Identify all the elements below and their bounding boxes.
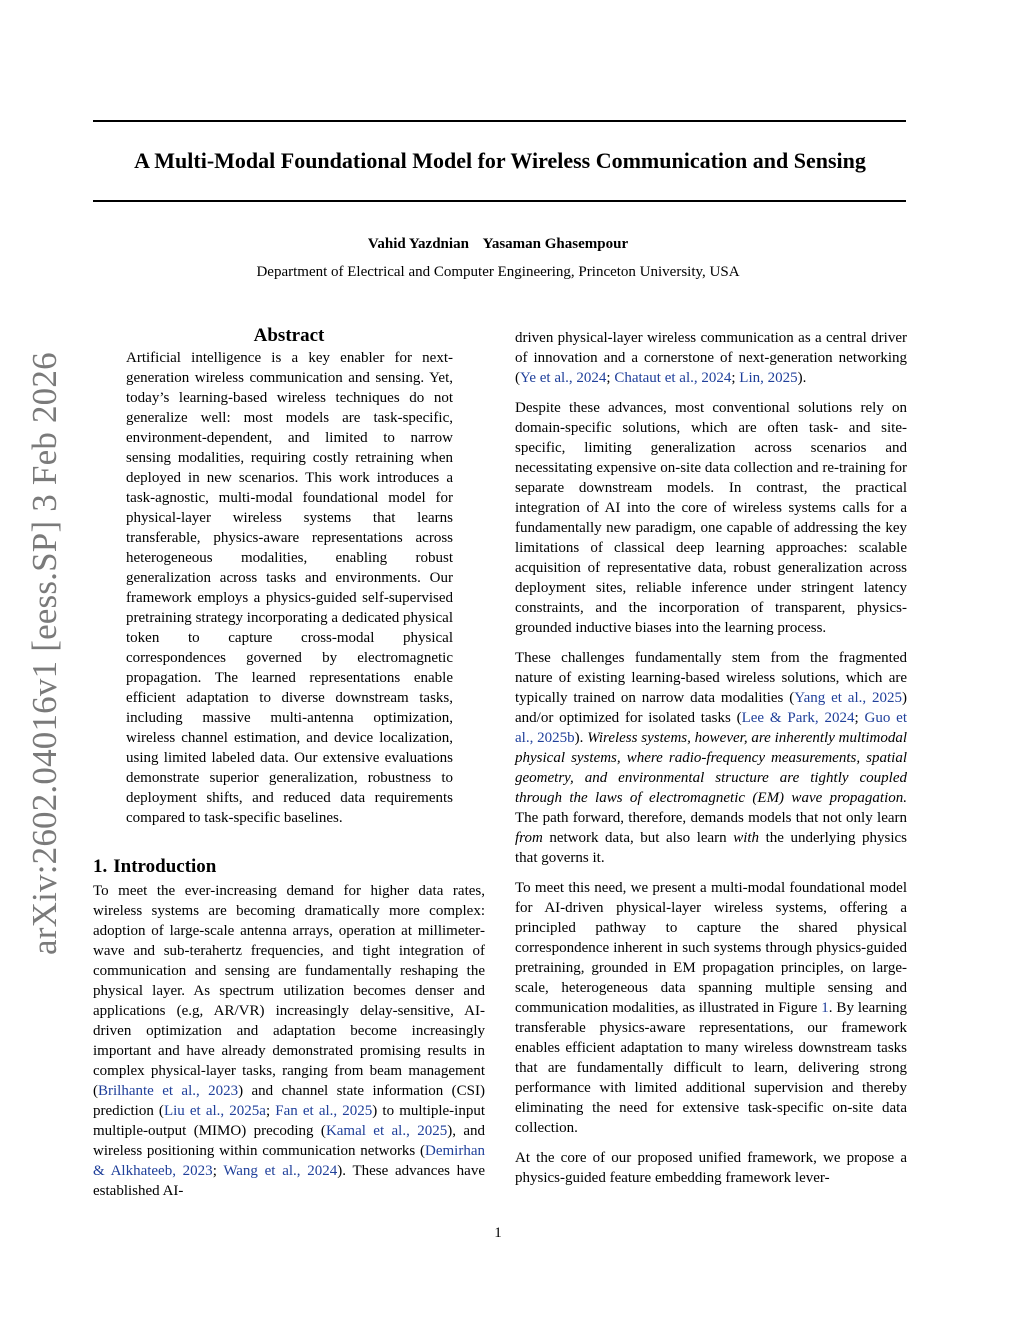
citation-link[interactable]: Fan et al., 2025 [275, 1103, 373, 1119]
citation-link[interactable]: Liu et al., 2025a [163, 1103, 266, 1119]
citation-link[interactable]: Ye et al., 2024 [520, 370, 607, 386]
author-list [0, 234, 996, 254]
citation-link[interactable]: Demirhan & Alkhateeb, 2023 [93, 1143, 485, 1179]
body-paragraph: Despite these advances, most conventional solutions rely on domain-specific solutions, which are often task- and site-specific, limiting generalization across scenarios and necessitating expensive on-site data collection and re-training for separate downstream models. In contrast, the practical integration of AI into the core of wireless systems calls for a fundamentally new paradigm, one capable of addressing the key limitations of classical deep learning approaches: scalable acquisition of representative data, robust generalization across deployment sites, reliable inference under stringent latency constraints, and the incorporation of transparent, physics-grounded inductive biases into the learning process. [515, 400, 907, 636]
citation-link[interactable]: Kamal et al., 2025 [325, 1123, 448, 1139]
abstract-heading: Abstract [253, 325, 325, 346]
page-number: 1 [494, 1225, 502, 1241]
top-rule [93, 120, 906, 122]
abstract-text: Artificial intelligence is a key enabler for next-generation wireless communication and sensing. Yet, today’s learning-based wireless techniques do not generalize well: most models are task-specific, environment-dependent, and limited to narrow sensing modalities, requiring costly retraining when deployed in new scenarios. This work introduces a task-agnostic, multi-modal foundational model for physical-layer wireless systems that learns transferable, physics-aware representations across heterogeneous modalities, enabling robust generalization across tasks and environments. Our framework employs a physics-guided self-supervised pretraining strategy incorporating a dedicated physical token to capture cross-modal physical correspondences governed by electromagnetic propagation. The learned representations enable efficient adaptation to diverse downstream tasks, including massive multi-antenna optimization, wireless channel estimation, and device localization, using limited labeled data. Our extensive evaluations demonstrate superior generalization, robustness to deployment shifts, and reduced data requirements compared to task-specific baselines. [126, 350, 453, 826]
section-title: Introduction [113, 856, 217, 877]
citation-link[interactable]: Chataut et al., 2024 [614, 370, 732, 386]
citation-link[interactable]: Brilhante et al., 2023 [98, 1083, 239, 1099]
body-paragraph: driven physical-layer wireless communication as a central driver of innovation and a cornerstone of next-generation networking (Ye et al., 2024; Chataut et al., 2024; Lin, 2025). [515, 330, 907, 386]
citation-link[interactable]: Wang et al., 2024 [223, 1163, 338, 1179]
citation-link[interactable]: Lin, 2025 [739, 370, 798, 386]
author-name: Yasaman Ghasempour [482, 236, 629, 252]
title-bottom-rule [93, 200, 906, 202]
arxiv-identifier: arXiv:2602.04016v1 [eess.SP] 3 Feb 2026 [25, 352, 64, 955]
paper-title: A Multi-Modal Foundational Model for Wireless Communication and Sensing [134, 148, 866, 173]
body-paragraph: To meet this need, we present a multi-modal foundational model for AI-driven physical-layer wireless systems, offering a principled pathway to capture the shared physical correspondence inherent in such systems through physics-guided pretraining, grounded in EM propagation principles, on large-scale, heterogeneous data spanning multiple sensing and communication modalities, as illustrated in Figure 1. By learning transferable physics-aware representations, our framework enables efficient adaptation to many wireless downstream tasks that are fundamentally difficult to learn, delivering strong performance with limited additional supervision and thereby eliminating the need for extensive task-specific on-site data collection. [515, 880, 907, 1136]
figure-reference-link[interactable]: 1 [821, 1000, 829, 1016]
intro-paragraph: To meet the ever-increasing demand for higher data rates, wireless systems are becoming dramatically more complex: adoption of large-scale antenna arrays, operation at millimeter-wave and sub-terahertz frequencies, and tight integration of communication and sensing are fundamentally reshaping the physical layer. As spectrum utilization becomes denser and applications (e.g, AR/VR) increasingly delay-sensitive, AI-driven optimization and adaptation become increasingly important and have already demonstrated promising results in complex physical-layer tasks, ranging from beam management (Brilhante et al., 2023) and channel state information (CSI) prediction (Liu et al., 2025a; Fan et al., 2025) to multiple-input multiple-output (MIMO) precoding (Kamal et al., 2025), and wireless positioning within communication networks (Demirhan & Alkhateeb, 2023; Wang et al., 2024). These advances have established AI- [93, 883, 486, 1199]
citation-link[interactable]: Guo et al., 2025b [515, 710, 907, 746]
citation-link[interactable]: Yang et al., 2025 [794, 690, 902, 706]
section-number: 1. [93, 856, 108, 877]
author-name: Vahid Yazdnian [367, 236, 469, 252]
body-paragraph: These challenges fundamentally stem from the fragmented nature of existing learning-based wireless solutions, which are typically trained on narrow data modalities (Yang et al., 2025) and/or optimized for isolated tasks (Lee & Park, 2024; Guo et al., 2025b). Wireless systems, however, are inherently multimodal physical systems, where radio-frequency measurements, spatial geometry, and environmental structure are tightly coupled through the laws of electromagnetic (EM) wave propagation. The path forward, therefore, demands models that not only learn from network data, but also learn with the underlying physics that governs it. [515, 650, 908, 866]
section-heading-introduction [93, 855, 216, 879]
affiliation: Department of Electrical and Computer Engineering, Princeton University, USA [256, 264, 740, 280]
citation-link[interactable]: Lee & Park, 2024 [741, 710, 855, 726]
body-paragraph: At the core of our proposed unified framework, we propose a physics-guided feature embedding framework lever- [515, 1150, 907, 1186]
